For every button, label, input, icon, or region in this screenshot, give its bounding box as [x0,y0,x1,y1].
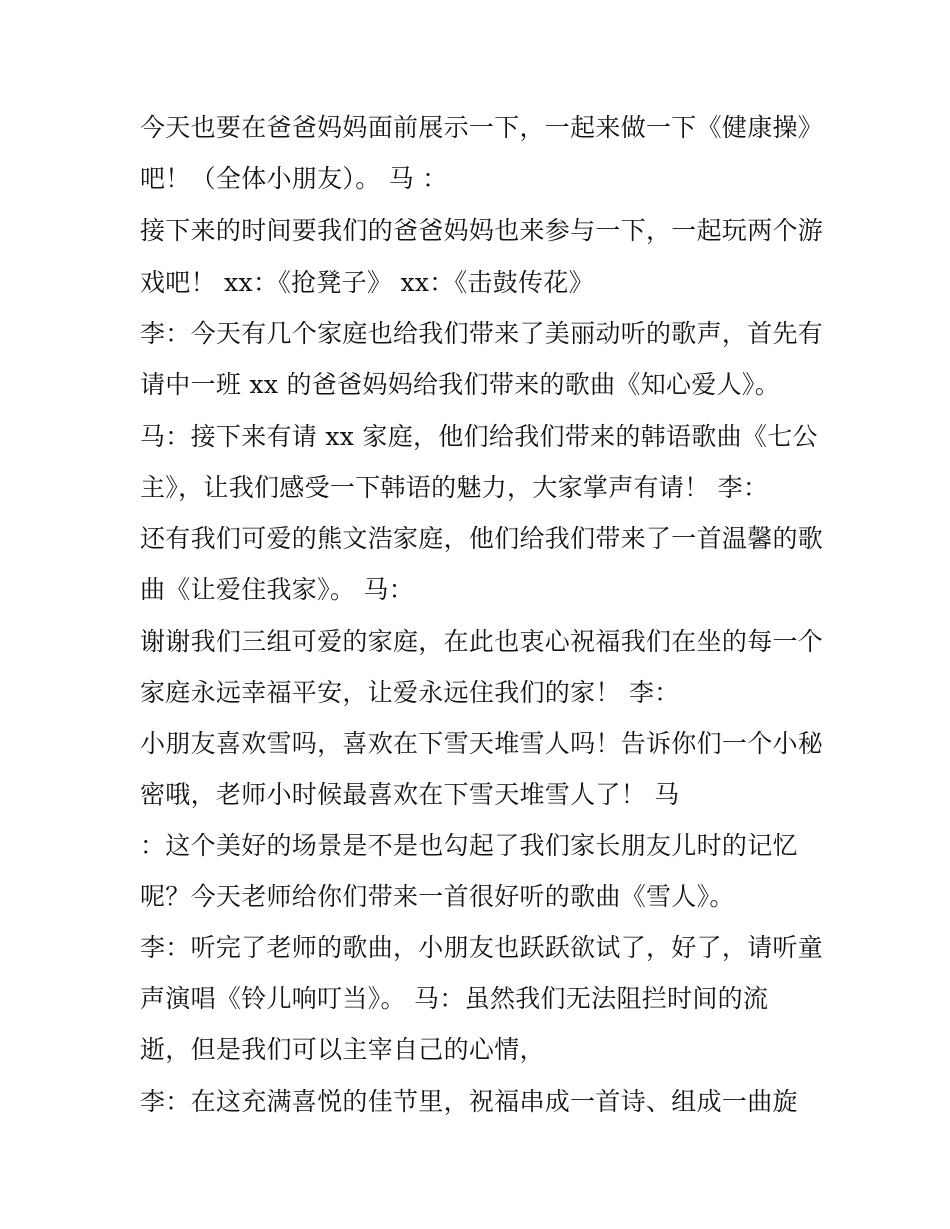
text-line: 李：在这充满喜悦的佳节里，祝福串成一首诗、组成一曲旋 [140,1087,798,1116]
text-line: 曲《让爱住我家》。 马： [140,575,415,604]
text-line: 密哦，老师小时候最喜欢在下雪天堆雪人了！ 马 [140,780,680,809]
text-line: 逝，但是我们可以主宰自己的心情， [140,1035,545,1064]
text-line: 李：听完了老师的歌曲，小朋友也跃跃欲试了，好了，请听童 [140,933,824,962]
text-line: 请中一班 xx 的爸爸妈妈给我们带来的歌曲《知心爱人》。 [140,370,780,399]
text-line: ：这个美好的场景是不是也勾起了我们家长朋友儿时的记忆 [140,831,798,860]
text-line: 声演唱《铃儿响叮当》。 马：虽然我们无法阻拦时间的流 [140,984,769,1013]
text-line: 今天也要在爸爸妈妈面前展示一下，一起来做一下《健康操》 [140,113,824,142]
text-line: 呢？今天老师给你们带来一首很好听的歌曲《雪人》。 [140,882,735,911]
text-line: 吧！（全体小朋友）。 马 ： [140,164,448,193]
text-line: 家庭永远幸福平安，让爱永远住我们的家！ 李： [140,678,680,707]
text-line: 小朋友喜欢雪吗，喜欢在下雪天堆雪人吗！告诉你们一个小秘 [140,729,824,758]
text-line: 接下来的时间要我们的爸爸妈妈也来参与一下，一起玩两个游 [140,216,824,245]
text-line: 谢谢我们三组可爱的家庭，在此也衷心祝福我们在坐的每一个 [140,627,824,656]
text-line: 马：接下来有请 xx 家庭，他们给我们带来的韩语歌曲《七公 [140,422,818,451]
text-line: 还有我们可爱的熊文浩家庭，他们给我们带来了一首温馨的歌 [140,524,824,553]
text-line: 李：今天有几个家庭也给我们带来了美丽动听的歌声，首先有 [140,319,824,348]
text-line: 戏吧！ xx：《抢凳子》 xx：《击鼓传花》 [140,268,594,297]
text-line: 主》，让我们感受一下韩语的魅力，大家掌声有请！ 李： [140,473,769,502]
